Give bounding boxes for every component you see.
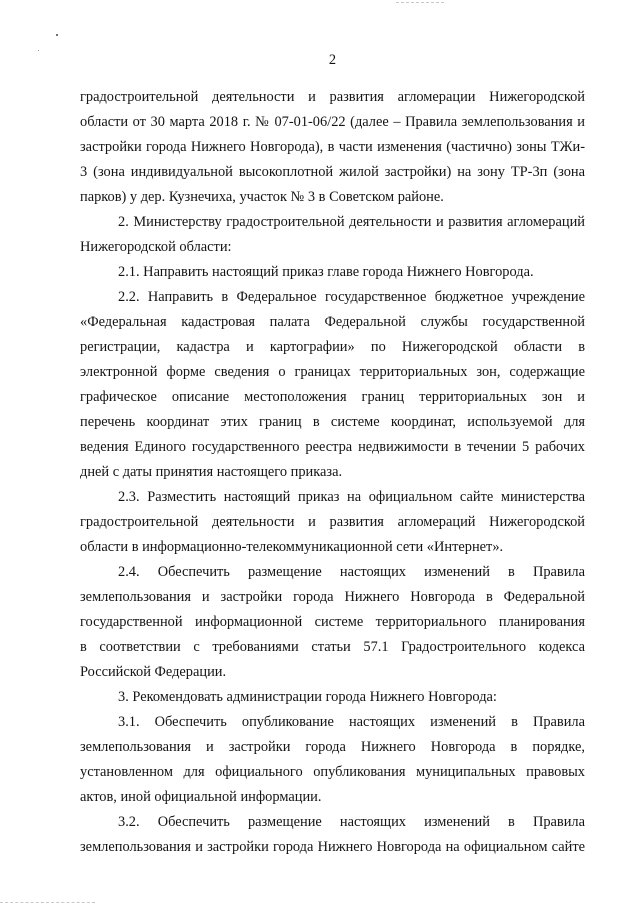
text-line: 3.2. Обеспечить размещение настоящих изменений в Правила bbox=[118, 814, 585, 830]
text-line: области от 30 марта 2018 г. № 07-01-06/22 (далее – Правила землепользования и bbox=[80, 114, 585, 130]
text-line: электронной форме сведения о границах территориальных зон, содержащие bbox=[80, 364, 585, 380]
text-line: дней с даты принятия настоящего приказа. bbox=[80, 464, 343, 480]
text-line: ведения Единого государственного реестра недвижимости в течении 5 рабочих bbox=[80, 439, 585, 455]
text-line: градостроительной деятельности и развития агломерации Нижегородской bbox=[80, 89, 585, 105]
text-line: парков) у дер. Кузнечиха, участок № 3 в Советском районе. bbox=[80, 189, 444, 205]
paragraph-2-3 bbox=[80, 485, 585, 560]
scan-edge-bottom bbox=[0, 902, 95, 904]
text-line: установленном для официального опубликования муниципальных правовых bbox=[80, 764, 585, 780]
text-line: перечень координат этих границ в системе координат, используемой для bbox=[80, 414, 585, 430]
text-line: регистрации, кадастра и картографии» по Нижегородской области в bbox=[80, 339, 585, 355]
scan-speck bbox=[38, 50, 39, 51]
document-body bbox=[80, 85, 585, 860]
text-line: 3 (зона индивидуальной высокоплотной жилой застройки) на зону ТР-3п (зона bbox=[80, 164, 585, 180]
text-line: 3. Рекомендовать администрации города Нижнего Новгорода: bbox=[118, 689, 497, 705]
text-line: застройки города Нижнего Новгорода), в части изменения (частично) зоны ТЖи- bbox=[80, 139, 585, 155]
paragraph-3-2 bbox=[80, 810, 585, 860]
text-line: в соответствии с требованиями статьи 57.1 Градостроительного кодекса bbox=[80, 639, 585, 655]
paragraph-2-4 bbox=[80, 560, 585, 685]
paragraph-2 bbox=[80, 210, 585, 260]
text-line: 2.1. Направить настоящий приказ главе города Нижнего Новгорода. bbox=[118, 264, 534, 280]
page-number: 2 bbox=[328, 52, 337, 68]
scan-speck bbox=[56, 34, 58, 36]
paragraph-2-1 bbox=[80, 260, 585, 285]
scan-edge-top bbox=[396, 2, 444, 4]
text-line: области в информационно-телекоммуникационной сети «Интернет». bbox=[80, 539, 504, 555]
text-line: 2.3. Разместить настоящий приказ на официальном сайте министерства bbox=[118, 489, 585, 505]
paragraph-2-2 bbox=[80, 285, 585, 485]
paragraph-3-1 bbox=[80, 710, 585, 810]
text-line: 2.2. Направить в Федеральное государственное бюджетное учреждение bbox=[118, 289, 585, 305]
text-line: Нижегородской области: bbox=[80, 239, 232, 255]
text-line: графическое описание местоположения границ территориальных зон и bbox=[80, 389, 585, 405]
paragraph-continuation bbox=[80, 85, 585, 210]
text-line: актов, иной официальной информации. bbox=[80, 789, 322, 805]
text-line: градостроительной деятельности и развития агломераций Нижегородской bbox=[80, 514, 585, 530]
text-line: 2. Министерству градостроительной деятельности и развития агломераций bbox=[118, 214, 585, 230]
text-line: землепользования и застройки города Нижнего Новгорода в порядке, bbox=[80, 739, 585, 755]
paragraph-3 bbox=[80, 685, 585, 710]
text-line: землепользования и застройки города Нижнего Новгорода в Федеральной bbox=[80, 589, 585, 605]
text-line: землепользования и застройки города Нижнего Новгорода на официальном сайте bbox=[80, 839, 585, 855]
text-line: 3.1. Обеспечить опубликование настоящих изменений в Правила bbox=[118, 714, 585, 730]
text-line: 2.4. Обеспечить размещение настоящих изменений в Правила bbox=[118, 564, 585, 580]
text-line: Российской Федерации. bbox=[80, 664, 227, 680]
text-line: государственной информационной системе территориального планирования bbox=[80, 614, 585, 630]
text-line: «Федеральная кадастровая палата Федеральной службы государственной bbox=[80, 314, 585, 330]
